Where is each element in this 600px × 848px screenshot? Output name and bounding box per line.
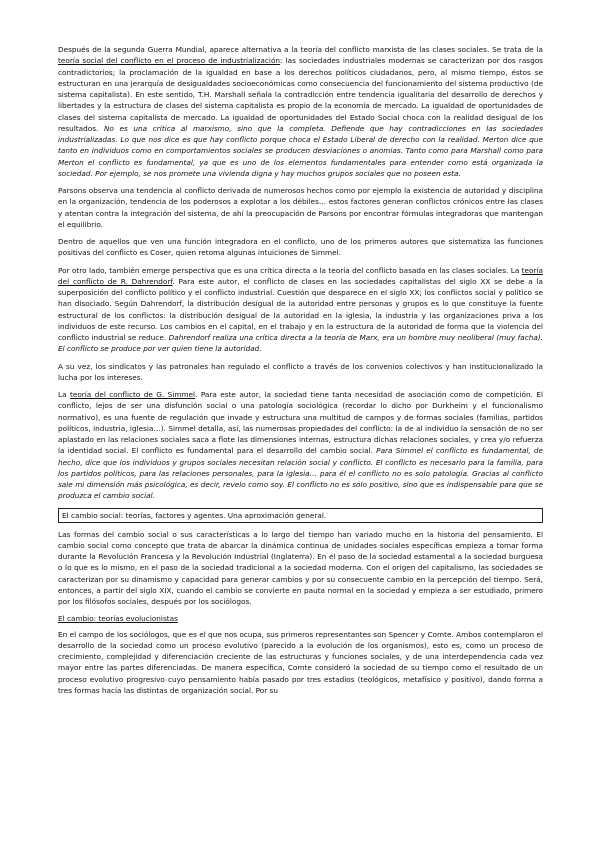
paragraph-text: : las sociedades industriales modernas se caracterizan por dos rasgos contradictorios; la proclamación de la igualdad en base a los derechos políticos ciudadanos, pero, al mismo tiempo, éstos se estructuran en una jerarquía de desigualdades socioeconómicas como consecuencia del funcionamiento del sistema productivo (de sistema capitalista). En este sentido, T.H. Marshall señala la contradicción entre tendencia igualitaria del desarrollo de derechos y libertades y la estructura de clases del sistema capitalista es propio de la economía de mercado. La igualdad de oportunidades de clases del sistema capitalista de mercado. La igualdad de oportunidades del Estado Social choca con la realidad desigual de los resultados.: [58, 56, 543, 133]
paragraph-marshall: [58, 44, 543, 179]
subheading: El cambio: teorías evolucionistas: [58, 614, 178, 624]
paragraph-text: Después de la segunda Guerra Mundial, aparece alternativa a la teoría del conflicto marxista de las clases sociales. Se trata de la: [58, 45, 543, 54]
underlined-term: teoría del conflicto de G. Simmel: [69, 390, 196, 399]
paragraph-coser: Dentro de aquellos que ven una función integradora en el conflicto, uno de los primeros autores que sistematiza las funciones positivas del conflicto es Coser, quien retoma algunas intuiciones de Simmel.: [58, 237, 543, 258]
underlined-term: teoría del conflicto de R. Dahrendorf: [58, 265, 543, 286]
paragraph-dahrendorf: [58, 265, 543, 355]
italic-note: No es una crítica al marxismo, sino que la completa. Defiende que hay contradicciones en las sociedades industrializadas. Lo que nos dice es que hay conflicto porque choca el Estado Liberal de derecho con la realidad. Merton dice que tanto en individuos como en comportamientos sociales se producen desviaciones o anomias. Tanto como para Marshall como para Merton el conflicto es fundamental, ya que es uno de los elementos fundamentales para entender como está organizada la sociedad. Por ejemplo, se nos promete una vivienda digna y hay muchos grupos sociales que no poseen esta.: [58, 123, 543, 178]
italic-note: Dahrendorf realiza una crítica directa a la teoría de Marx, era un hombre muy neoliberal (muy facha). El conflicto se produce por ver quien tiene la autoridad.: [58, 333, 543, 354]
paragraph-text: Por otro lado, también emerge perspectiva que es una crítica directa a la teoría del conflicto basada en las clases sociales. La: [58, 265, 522, 275]
paragraph-evolucionistas: En el campo de los sociólogos, que es el que nos ocupa, sus primeros representantes son Spencer y Comte. Ambos contemplaron el desarrollo de la sociedad como un proceso evolutivo (parecido a la evolución de los organismos), esto es, como un proceso de crecimiento, complejidad y diferenciación creciente de las estructuras y funciones sociales, y de una interdependencia cada vez mayor entre las partes diferenciadas. De manera específica, Comte consideró la sociedad de su tiempo como el resultado de un proceso evolutivo progresivo cuyo pensamiento había pasado por tres estadios (teológicos, metafísico y positivo), dando forma a tres formas hacia las distintas de organización social. Por su: [58, 629, 543, 695]
section-heading: El cambio social: teorías, factores y agentes. Una aproximación general.: [58, 508, 543, 523]
italic-note: Para Simmel el conflicto es fundamental, de hecho, dice que los individuos y grupos sociales necesitan relación social y conflicto. El conflicto es necesario para la familia, para los partidos políticos, para las relaciones personales, para la iglesia… para él el conflicto no es solo patología. Gracias al conflicto sale mi dimensión más psicológica, es decir, revelo como soy. El conflicto no es solo positivo, sino que es indispensable para que se produzca el cambio social.: [58, 446, 543, 501]
paragraph-text: . Para este autor, el conflicto de clases en las sociedades capitalistas del siglo XX se debe a la superposición del conflicto político y el conflicto industrial. Cuestión que desparece en el siglo XX; los conflictos social y político se han disociado. Según Dahrendorf, la distribución desigual de la autoridad entre personas y grupos es lo que constituye la fuente estructural de los conflictos: la distribución desigual de la autoridad en la iglesia, la industria y las organizaciones priva a los individuos de este recurso. Los cambios en el capital, en el trabajo y en la estructura de la autoridad de forma que la violencia del conflicto industrial se reduce.: [58, 276, 543, 342]
paragraph-cambio-social: Las formas del cambio social o sus características a lo largo del tiempo han variado mucho en la historia del pensamiento. El cambio social como concepto que trata de abarcar la dinámica continua de unidades sociales específicas empieza a tomar forma durante la Revolución Francesa y la Revolución Industrial (Inglaterra). En el paso de la sociedad estamental a la sociedad burguesa o lo que es lo mismo, en el paso de la sociedad tradicional a la sociedad moderna. Con el origen del capitalismo, las sociedades se caracterizan por su dinamismo y capacidad para generar cambios y por su consecuente cambio en la percepción del tiempo. Será, entonces, a partir del siglo XIX, cuando el cambio se convierte en pauta normal en la sociedad y empieza a ser estudiado, primero por los filósofos sociales, después por los sociólogos.: [58, 529, 543, 606]
paragraph-text: La: [58, 390, 70, 399]
paragraph-parsons: Parsons observa una tendencia al conflicto derivada de numerosos hechos como por ejemplo la existencia de autoridad y disciplina en la organización, tendencia de los poderosos a explotar a los débiles… estos factores generan conflictos crónicos entre las clases y atentan contra la integración del sistema, de ahí la preocupación de Parsons por encontrar fórmulas integradoras que mantengan el equilibrio.: [58, 186, 543, 229]
underlined-term: teoría social del conflicto en el proceso de industrialización: [58, 56, 281, 66]
paragraph-simmel: [58, 389, 543, 502]
paragraph-sindicatos: A su vez, los sindicatos y las patronales han regulado el conflicto a través de los convenios colectivos y han institucionalizado la lucha por los intereses.: [58, 361, 543, 382]
paragraph-text: . Para este autor, la sociedad tiene tanta necesidad de asociación como de competición. El conflicto, lejos de ser una disfunción social o una patología sociológica (recordar lo dicho por Durkheim y el funcionalismo normativo), es una fuente de regulación que invade y estructura una multitud de campos y de formas sociales (familias, partidos políticos, industria, iglesia…). Simmel detalla, así, las numerosas propiedades del conflicto: la de al individuo la sensación de no ser aplastado en las relaciones sociales saca a flote las dimensiones internas, estructura dichas relaciones sociales, y crea y/o refuerza la identidad social. El conflicto es fundamental para el desarrollo del cambio social.: [58, 390, 544, 456]
